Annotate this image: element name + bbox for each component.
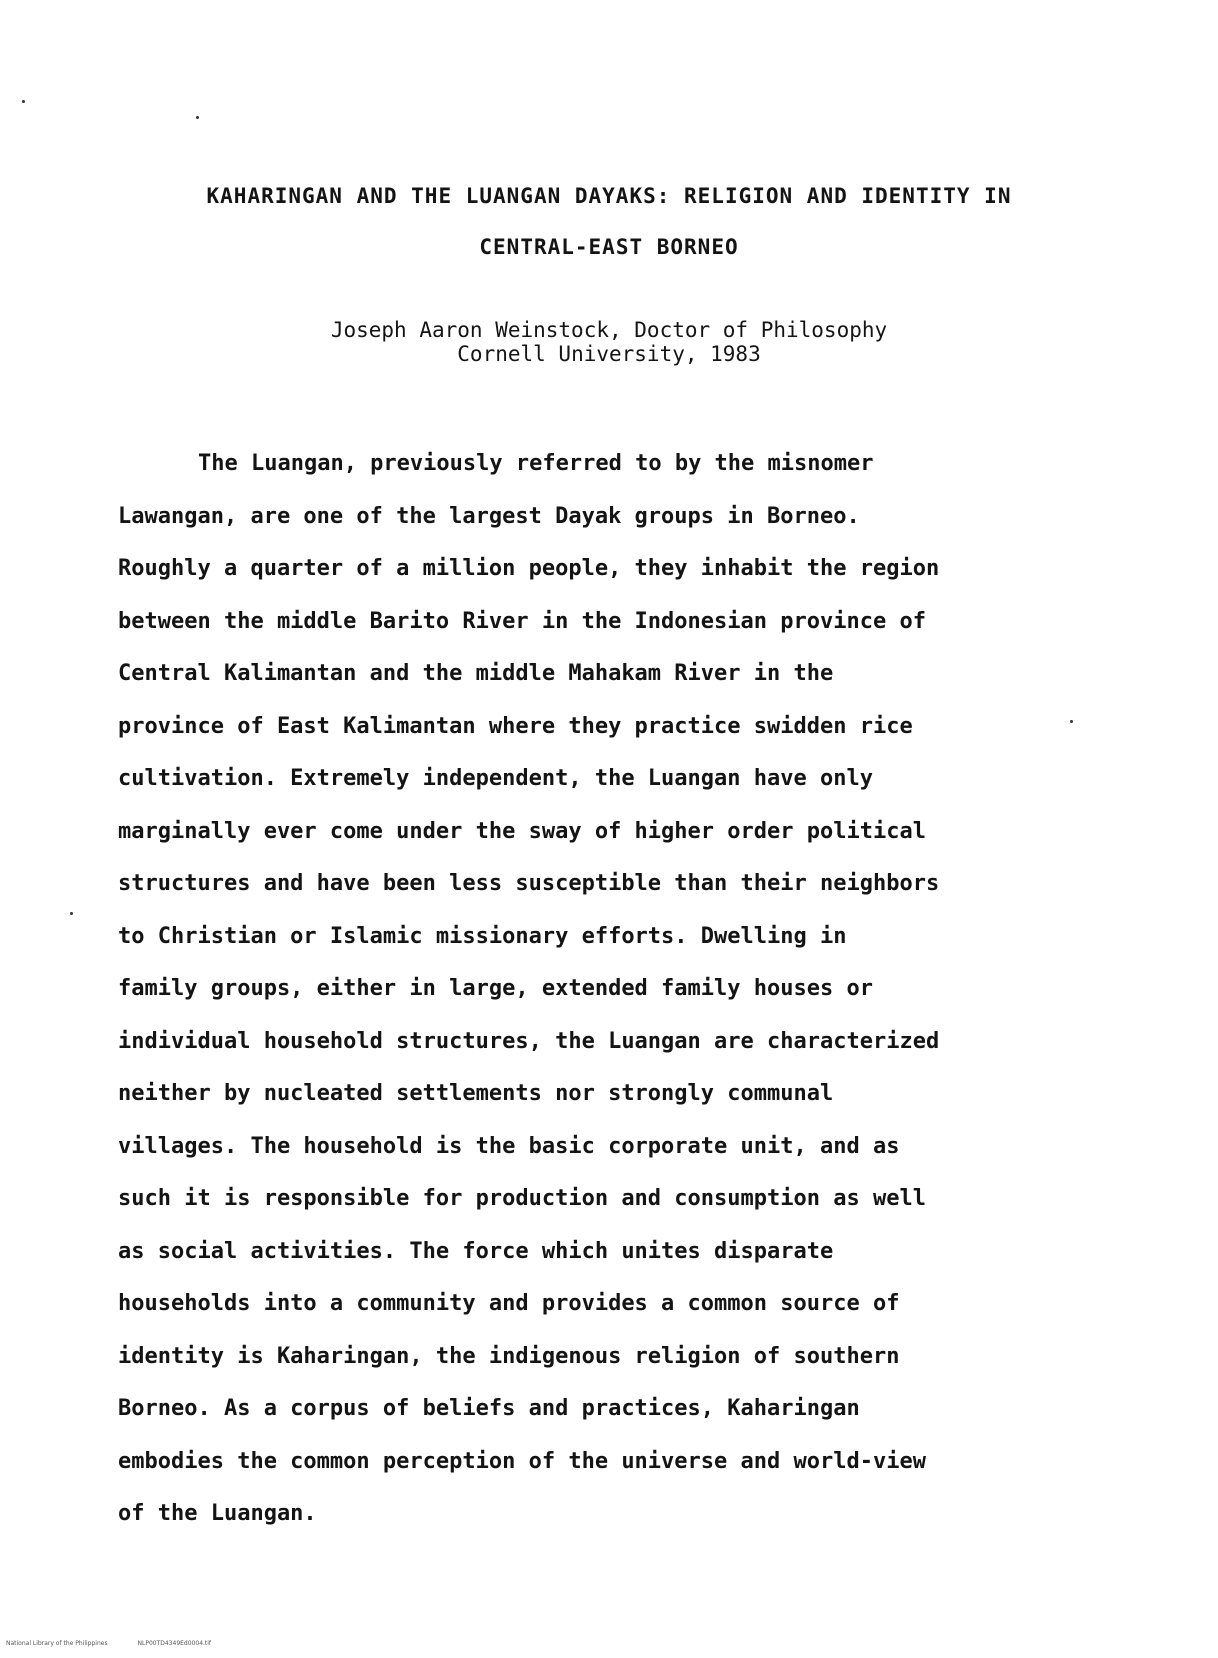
scan-speck (22, 100, 25, 103)
body-line: Borneo. As a corpus of beliefs and practices, Kaharingan (118, 1396, 860, 1421)
body-line: between the middle Barito River in the Indonesian province of (118, 608, 926, 634)
body-line: identity is Kaharingan, the indigenous religion of southern (118, 1343, 900, 1369)
author-line: Joseph Aaron Weinstock, Doctor of Philosophy (330, 318, 888, 342)
body-line: province of East Kalimantan where they practice swidden rice (118, 713, 913, 739)
body-line: embodies the common perception of the universe and world-view (118, 1448, 926, 1474)
scan-speck (70, 912, 73, 915)
footer-file-id: NLP00TD4349Ed0004.tif (137, 1640, 212, 1647)
body-line: Central Kalimantan and the middle Mahakam River in the (118, 661, 834, 686)
body-line: such it is responsible for production and consumption as well (118, 1186, 926, 1211)
body-line: marginally ever come under the sway of higher order political (118, 818, 926, 844)
scan-footer (6, 1640, 239, 1647)
body-line: Lawangan, are one of the largest Dayak groups in Borneo. (118, 503, 860, 529)
body-line: as social activities. The force which unites disparate (118, 1238, 834, 1264)
body-line: cultivation. Extremely independent, the Luangan have only (118, 766, 873, 791)
body-line: individual household structures, the Luangan are characterized (118, 1028, 940, 1054)
body-line: The Luangan, previously referred to by the misnomer (198, 451, 874, 476)
author-block (0, 318, 1218, 366)
body-line: structures and have been less susceptible than their neighbors (118, 871, 940, 896)
body-line: of the Luangan. (118, 1501, 317, 1526)
body-line: family groups, either in large, extended family houses or (118, 976, 873, 1001)
body-line: villages. The household is the basic corporate unit, and as (118, 1133, 900, 1159)
abstract-body (118, 438, 1128, 1541)
body-line: neither by nucleated settlements nor strongly communal (118, 1081, 834, 1106)
body-line: to Christian or Islamic missionary efforts. Dwelling in (118, 923, 847, 949)
title-line-1: KAHARINGAN AND THE LUANGAN DAYAKS: RELIGION AND IDENTITY IN (206, 184, 1012, 208)
title-line-2: CENTRAL-EAST BORNEO (479, 235, 739, 259)
scan-speck (196, 116, 199, 119)
body-line: households into a community and provides a common source of (118, 1291, 900, 1316)
body-line: Roughly a quarter of a million people, they inhabit the region (118, 556, 940, 581)
footer-library: National Library of the Philippines (6, 1640, 108, 1647)
institution-line: Cornell University, 1983 (457, 342, 761, 366)
